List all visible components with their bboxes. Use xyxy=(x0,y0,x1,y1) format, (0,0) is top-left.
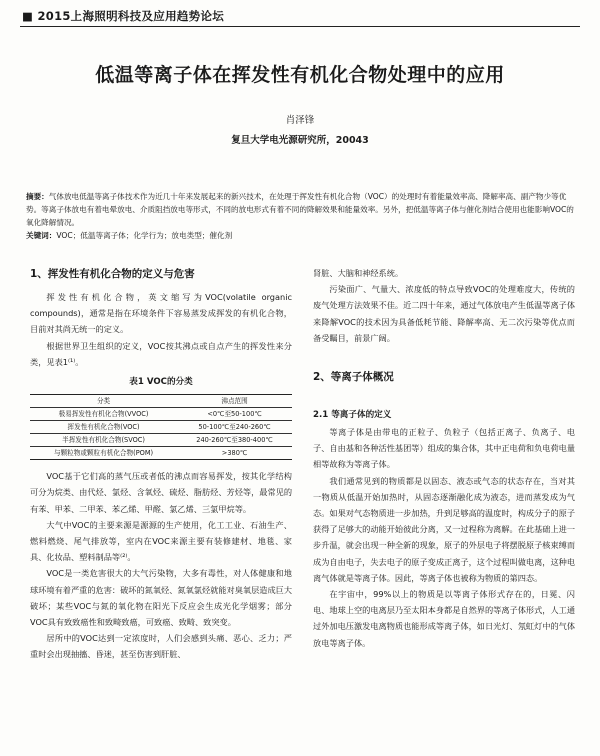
paragraph: 居所中的VOC达到一定浓度时，人们会感到头痛、恶心、乏力；严重时会出现抽搐、昏迷，甚至伤害到肝脏、 xyxy=(30,633,292,660)
left-column xyxy=(30,265,292,663)
page-title: 低温等离子体在挥发性有机化合物处理中的应用 xyxy=(95,64,505,86)
table-header-cell: 分类 xyxy=(30,395,177,408)
paragraph: 污染面广、气量大、浓度低的特点导致VOC的处理难度大，传统的废气处理方法效果不佳。近二四十年来，通过气体放电产生低温等离子体来降解VOC的技术因为具备低耗节能、降解率高、无二次污染等优点而备受瞩目，前景广阔。 xyxy=(313,284,576,343)
paragraph: 根据世界卫生组织的定义，VOC按其沸点或自点产生的挥发性来分类，见表1⁽¹⁾。 xyxy=(30,340,292,367)
table-cell: 挥发性有机化合物(VOC) xyxy=(30,421,177,434)
paragraph: VOC基于它们高的蒸气压或者低的沸点而容易挥发，按其化学结构可分为烷类、由代烃、氯烃、含氧烃、硫烃、脂肪烃、芳烃等，最常见的有苯、甲苯、二甲苯、苯乙烯、甲醛、氯乙烯、三氯甲烷等。 xyxy=(30,471,293,514)
paragraph: 我们通常见到的物质都是以固态、液态或气态的状态存在，当对其一物质从低温开始加热时，从固态逐渐融化成为液态，进而蒸发成为气态。如果对气态物质进一步加热，升到足够高的温度时，构成分子的原子获得了足够大的动能开始彼此分离，又一过程称为离解。在此基础上进一步升温，就会出现一种全新的现象，原子的外层电子将摆脱原子核束缚而成为自由电子，失去电子的原子变成正离子，这个过程叫做电离，这种电离气体就是等离子体。因此，等离子体也被称为物质的第四态。 xyxy=(313,475,576,583)
keywords-text: VOC；低温等离子体；化学行为；放电类型；催化剂 xyxy=(56,231,233,240)
table-header-row xyxy=(30,395,292,408)
section-1-heading: 1、挥发性有机化合物的定义与危害 xyxy=(30,268,195,280)
paragraph: 在宇宙中，99%以上的物质是以等离子体形式存在的，日冕、闪电、地球上空的电离层乃至太阳本身都是自然界的等离子体形式，人工通过外加电压激发电离物质也能形成等离子体，如日光灯、氖虹灯中的气体放电等离子体。 xyxy=(313,589,576,648)
table-cell: <0℃至50-100℃ xyxy=(177,408,292,421)
abstract-label: 摘要： xyxy=(26,192,49,201)
table-cell: 半挥发性有机化合物(SVOC) xyxy=(30,434,177,447)
section-2-heading: 2、等离子体概况 xyxy=(313,371,394,384)
header-rule xyxy=(20,26,580,27)
keywords-label: 关键词： xyxy=(26,231,57,240)
author: 肖泽锋 xyxy=(285,115,315,126)
paragraph: 挥发性有机化合物，英文缩写为VOC(volatile organic compounds)，通常是指在环境条件下容易蒸发成挥发的有机化合物，目前对其尚无统一的定义。 xyxy=(30,292,292,335)
table-cell: 50-100℃至240-260℃ xyxy=(177,421,292,434)
paragraph: 肾脏、大脑和神经系统。 xyxy=(313,268,404,278)
voc-classification-table xyxy=(30,394,292,460)
paragraph: 等离子体是由带电的正粒子、负粒子（包括正离子、负离子、电子、自由基和各种活性基团等）组成的集合体，其中正电荷和负电荷电量相等故称为等离子体。 xyxy=(313,427,576,470)
table-header-cell: 沸点范围 xyxy=(177,395,292,408)
right-column xyxy=(313,265,575,651)
paragraph: 大气中VOC的主要来源是源源的生产使用，化工工业、石油生产、燃料燃烧、尾气排放等，室内在VOC来源主要有装修建材、地毯、家具、化妆品、塑料制品等⁽²⁾。 xyxy=(30,519,292,563)
table-cell: 240-260℃至380-400℃ xyxy=(177,434,292,447)
affiliation: 复旦大学电光源研究所，20043 xyxy=(231,135,369,146)
paragraph: VOC是一类危害很大的大气污染物，大多有毒性，对人体健康和地球环境有着严重的危害：破坏的氮氧烃、氮氧氯烃就能对臭氧层造成巨大破坏；某些VOC与氮的氧化物在阳光下反应会生成光化学烟雾；部分VOC具有致致癌性和致畸致癌，可致癌、致畸、致突变。 xyxy=(30,568,293,628)
abstract-text: 气体放电低温等离子体技术作为近几十年来发展起来的新兴技术，在处理于挥发性有机化合物（VOC）的处理时有着能量效率高、降解率高、副产物少等优势。等离子体放电有着电晕放电、介质阻挡放电等形式，不同的放电形式有着不同的降解效果和能量效率。另外，把低温等离子体与催化剂结合使用也能影响VOC的氧化降解情况。 xyxy=(26,192,574,227)
table-row xyxy=(30,447,292,460)
table-cell: >380℃ xyxy=(177,447,292,460)
subsection-2-1-heading: 2.1 等离子体的定义 xyxy=(313,410,392,421)
table-row xyxy=(30,408,292,421)
table-cell: 极易挥发性有机化合物(VVOC) xyxy=(30,408,177,421)
table-row xyxy=(30,421,292,434)
running-header: ■ 2015上海照明科技及应用趋势论坛 xyxy=(22,9,225,23)
keywords xyxy=(26,229,576,242)
abstract xyxy=(26,190,576,242)
table-row xyxy=(30,434,292,447)
table-title: 表1 VOC的分类 xyxy=(129,377,193,388)
table-cell: 与颗粒物或颗粒有机化合物(POM) xyxy=(30,447,177,460)
abstract-body xyxy=(26,190,576,229)
